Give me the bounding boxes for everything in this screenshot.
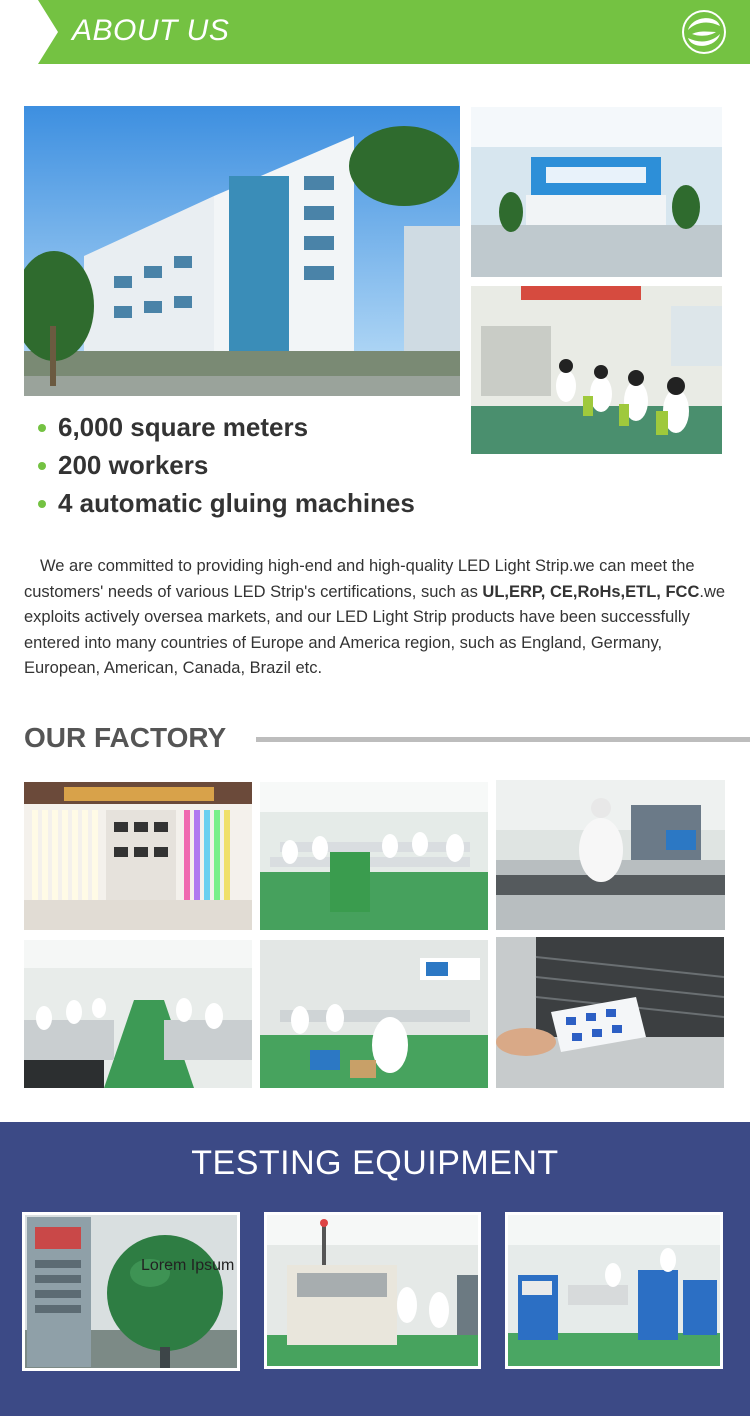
factory-title-divider <box>256 737 750 742</box>
list-item <box>36 446 415 484</box>
fact-area: 6,000 square meters <box>58 412 309 442</box>
swirl-s-logo-icon <box>682 10 726 54</box>
factory-led-strip-closeup-photo <box>496 937 724 1088</box>
bullet-dot-icon <box>38 424 46 432</box>
list-item <box>36 484 415 522</box>
testing-sphere-photo <box>22 1212 240 1371</box>
about-us-header <box>0 0 750 64</box>
factory-section-title: OUR FACTORY <box>24 722 227 753</box>
placeholder-overlay-text: Lorem Ipsum <box>141 1257 235 1274</box>
office-photo <box>471 286 722 454</box>
bullet-dot-icon <box>38 500 46 508</box>
certifications-text: UL,ERP, CE,RoHs,ETL, FCC <box>482 582 700 601</box>
facts-list <box>36 408 415 522</box>
description-text: We are committed to providing high-end and high-quality LED Light Strip.we can meet the customers' needs of various LED Strip's certifications, such as <box>24 557 695 601</box>
factory-machine-operator-photo <box>496 780 725 930</box>
company-description <box>24 554 734 682</box>
fact-workers: 200 workers <box>58 450 209 480</box>
description-text-continued: .we exploits actively oversea markets, and our LED Light Strip products have been successfully entered into many countries of Europe and America region, such as England, Germany, European, American, Canada, Brazil etc. <box>24 582 726 678</box>
testing-equipment-section <box>0 1122 750 1416</box>
factory-workbench-photo <box>24 940 252 1088</box>
fact-machines: 4 automatic gluing machines <box>58 488 415 518</box>
factory-repair-station-photo <box>260 940 488 1088</box>
list-item <box>36 408 415 446</box>
reception-photo <box>471 107 722 277</box>
header-corner-decoration <box>0 0 60 64</box>
testing-section-title: TESTING EQUIPMENT <box>191 1144 559 1182</box>
testing-smt-machine-photo <box>264 1212 481 1369</box>
testing-production-machines-photo <box>505 1212 723 1369</box>
factory-assembly-line-photo <box>260 782 488 930</box>
bullet-dot-icon <box>38 462 46 470</box>
header-title: ABOUT US <box>72 14 230 47</box>
factory-showroom-photo <box>24 782 252 930</box>
building-photo <box>24 106 460 396</box>
